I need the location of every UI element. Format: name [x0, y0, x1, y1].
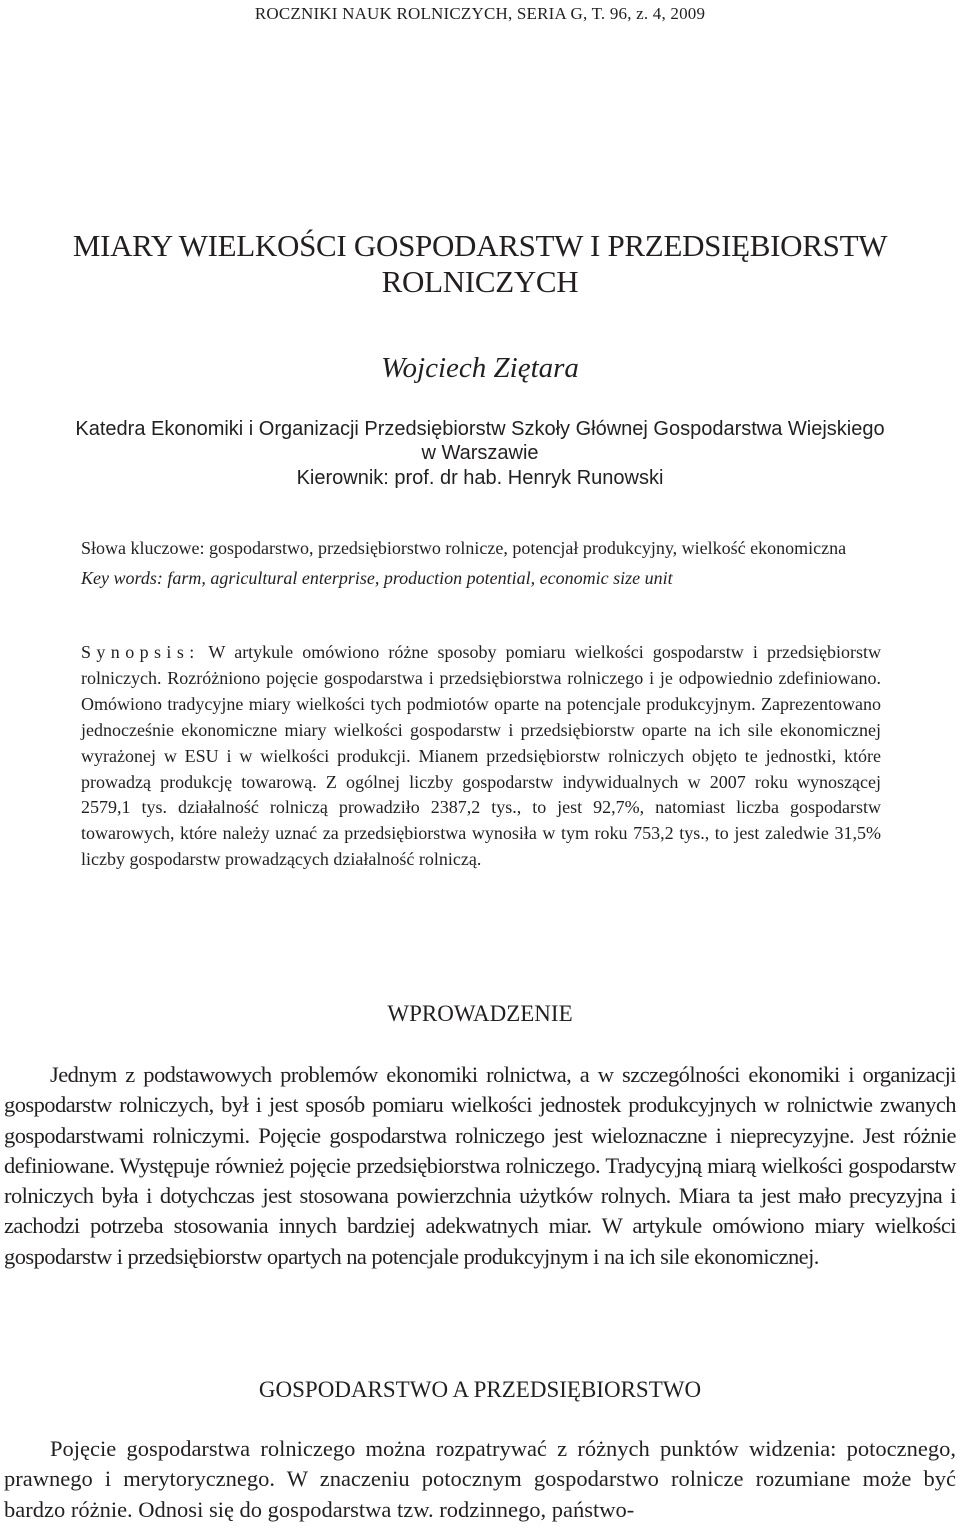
- author-name: Wojciech Ziętara: [381, 352, 579, 384]
- synopsis-label: Synopsis:: [81, 642, 200, 662]
- keywords-english: Key words: farm, agricultural enterprise, production potential, economic size unit: [81, 568, 673, 588]
- affiliation-line-1: Katedra Ekonomiki i Organizacji Przedsiębiorstw Szkoły Głównej Gospodarstwa Wiejskiego: [75, 418, 885, 440]
- synopsis: [81, 640, 881, 873]
- introduction-paragraph: Jednym z podstawowych problemów ekonomiki rolnictwa, a w szczególności ekonomiki i organizacji gospodarstw rolniczych, był i jest sposób pomiaru wielkości jednostek produkcyjnych w rolnictwie zwanych gospodarstwami rolniczymi. Pojęcie gospodarstwa rolniczego jest wieloznaczne i nieprecyzyjne. Jest różnie definiowane. Występuje również pojęcie przedsiębiorstwa rolniczego. Tradycyjną miarą wielkości gospodarstw rolniczych była i dotychczas jest stosowana powierzchnia użytków rolnych. Miara ta jest mało precyzyjna i zachodzi potrzeba stosowania innych bardziej adekwatnych miar. W artykule omówiono miary wielkości gospodarstw i przedsiębiorstw opartych na potencjale produkcyjnym i na ich sile ekonomicznej.: [4, 1062, 956, 1269]
- article-title-line-1: MIARY WIELKOŚCI GOSPODARSTW I PRZEDSIĘBIORSTW: [72, 228, 888, 263]
- section-heading-introduction: WPROWADZENIE: [387, 1001, 573, 1026]
- keywords-block: [81, 536, 851, 590]
- keywords-polish: Słowa kluczowe: gospodarstwo, przedsiębiorstwo rolnicze, potencjał produkcyjny, wielkość ekonomiczna: [81, 538, 847, 558]
- farm-vs-enterprise-paragraph: Pojęcie gospodarstwa rolniczego można rozpatrywać z różnych punktów widzenia: potocznego, prawnego i merytorycznego. W znaczeniu potocznym gospodarstwo rolnicze rozumiane może być bardzo różnie. Odnosi się do gospodarstwa tzw. rodzinnego, państwo-: [4, 1436, 956, 1522]
- section-heading-farm-vs-enterprise: GOSPODARSTWO A PRZEDSIĘBIORSTWO: [258, 1377, 702, 1402]
- article-title-line-2: ROLNICZYCH: [381, 264, 579, 299]
- affiliation-line-3: Kierownik: prof. dr hab. Henryk Runowski: [296, 467, 664, 489]
- affiliation-line-2: w Warszawie: [421, 442, 539, 464]
- synopsis-text: W artykule omówiono różne sposoby pomiaru wielkości gospodarstw i przedsiębiorstw rolniczych. Rozróżniono pojęcie gospodarstwa i przedsiębiorstwa rolniczego i je odpowiednio zdefiniowano. Omówiono tradycyjne miary wielkości tych podmiotów oparte na potencjale produkcyjnym. Zaprezentowano jednocześnie ekonomiczne miary wielkości gospodarstw i przedsiębiorstw oparte na ich sile ekonomicznej wyrażonej w ESU i w wielkości produkcji. Mianem przedsiębiorstw rolniczych objęto te jednostki, które prowadzą produkcję towarową. Z ogólnej liczby gospodarstw indywidualnych w 2007 roku wynoszącej 2579,1 tys. działalność rolniczą prowadziło 2387,2 tys., to jest 92,7%, natomiast liczba gospodarstw towarowych, które należy uznać za przedsiębiorstwa wynosiła w tym roku 753,2 tys., to jest zaledwie 31,5% liczby gospodarstw prowadzących działalność rolniczą.: [81, 642, 881, 870]
- journal-header: ROCZNIKI NAUK ROLNICZYCH, SERIA G, T. 96, z. 4, 2009: [254, 4, 706, 23]
